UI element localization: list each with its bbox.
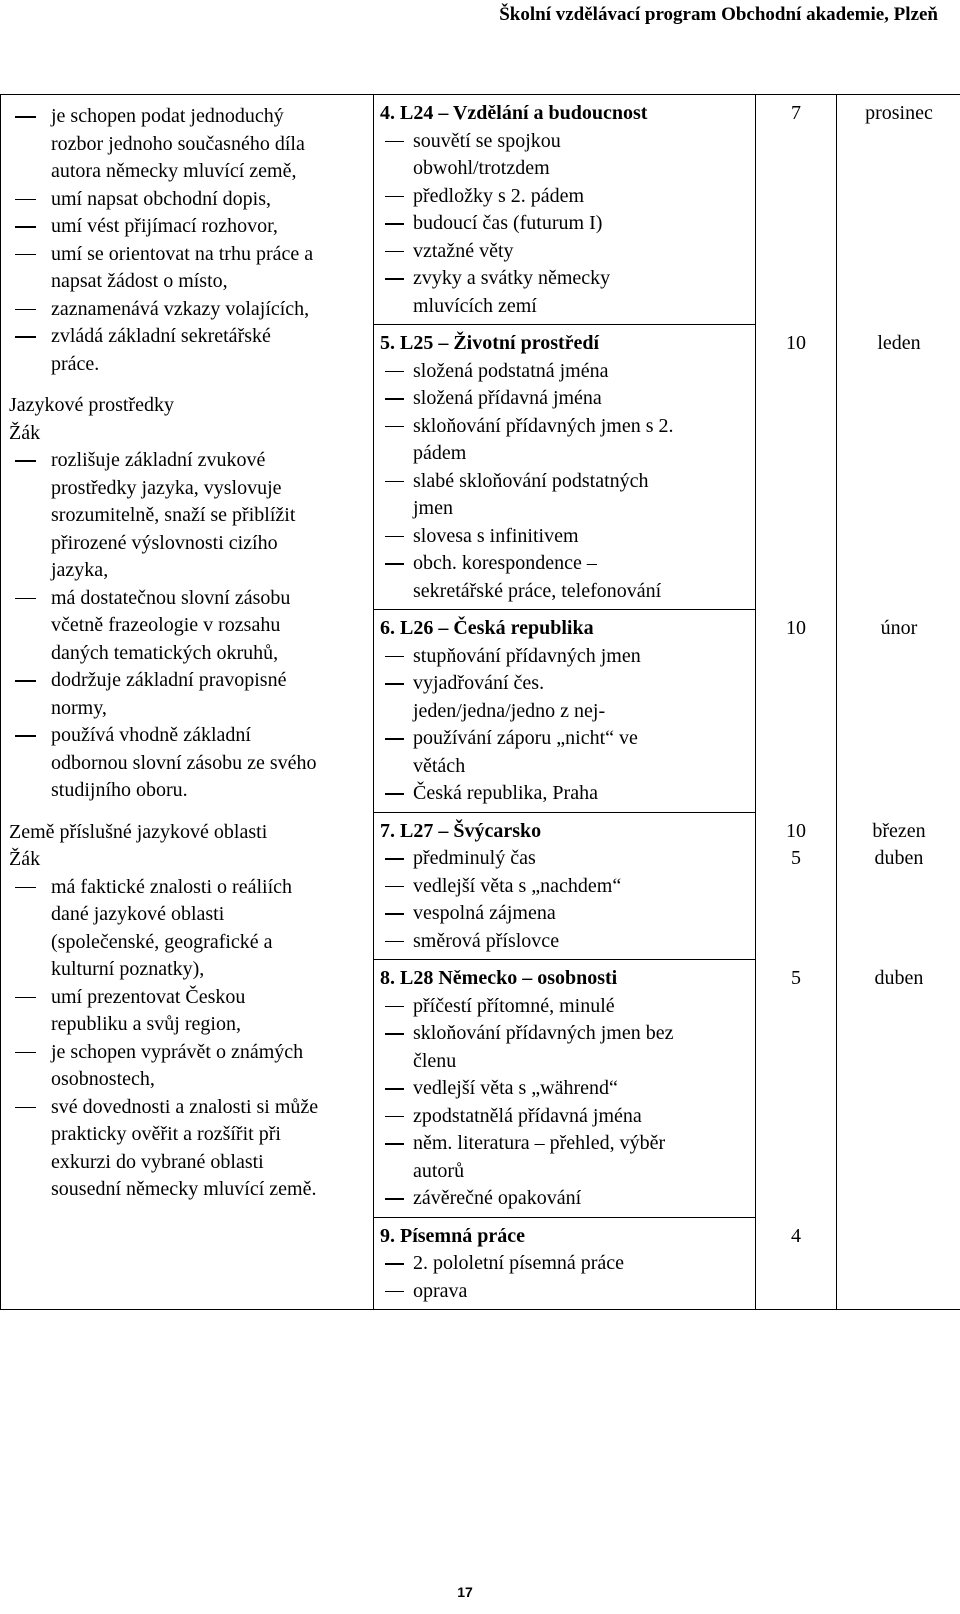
list-item — [380, 183, 751, 211]
dash-bullet — [15, 460, 36, 462]
list-item-line: závěrečné opakování — [413, 1187, 582, 1209]
list-item-line: je schopen vyprávět o známých — [51, 1040, 304, 1063]
list-item-line: kulturní poznatky), — [51, 958, 205, 980]
dash-bullet — [385, 1263, 404, 1265]
dash-bullet — [385, 223, 404, 225]
month-name: únor — [880, 617, 918, 639]
list-item-line: má dostatečnou slovní zásobu — [51, 586, 291, 609]
dash-bullet — [385, 536, 404, 538]
list-item — [9, 213, 369, 241]
list-item — [380, 238, 751, 266]
dash-bullet — [385, 141, 404, 143]
dash-bullet — [385, 1198, 404, 1200]
hours-column — [756, 95, 837, 1310]
topic-block — [374, 960, 755, 1217]
list-item — [380, 550, 751, 605]
list-item-line: vyjadřování čes. — [413, 672, 545, 694]
topic-title: 7. L27 – Švýcarsko — [380, 819, 542, 842]
dash-bullet — [15, 116, 36, 118]
list-item-line: umí prezentovat Českou — [51, 985, 246, 1008]
list-item-line: zaznamenává vzkazy volajících, — [51, 297, 310, 320]
topic-block — [374, 1218, 755, 1310]
outcomes-section — [9, 819, 369, 1204]
list-item-line: normy, — [51, 696, 107, 719]
list-item — [9, 667, 369, 722]
list-item — [380, 1075, 751, 1103]
list-item-line: oprava — [413, 1279, 468, 1302]
dash-bullet — [385, 426, 404, 428]
list-item-line: členu — [413, 1049, 457, 1072]
topic-title: 8. L28 Německo – osobnosti — [380, 967, 618, 989]
month-value — [837, 965, 960, 993]
topics-column — [374, 95, 756, 1310]
list-item — [380, 1185, 751, 1213]
dash-bullet — [15, 735, 36, 737]
month-column — [837, 95, 960, 1310]
list-item — [380, 670, 751, 725]
list-item-line: souvětí se spojkou — [413, 129, 561, 152]
list-item-line: vedlejší věta s „nachdem“ — [413, 874, 622, 897]
list-item — [380, 845, 751, 873]
topics-block — [374, 95, 755, 1309]
topic-block — [374, 95, 755, 324]
list-item-line: rozbor jednoho současného díla — [51, 132, 305, 155]
list-item — [9, 103, 369, 186]
list-item-line: včetně frazeologie v rozsahu — [51, 614, 281, 636]
list-item-line: používání záporu „nicht“ ve — [413, 727, 638, 749]
list-item-line: používá vhodně základní — [51, 724, 251, 746]
list-item-line: předminulý čas — [413, 847, 536, 869]
list-item-line: vedlejší věta s „während“ — [413, 1077, 618, 1099]
topic-block — [374, 325, 755, 609]
list-item-line: umí napsat obchodní dopis, — [51, 187, 271, 210]
list-item — [380, 1130, 751, 1185]
dash-bullet — [385, 1033, 404, 1035]
hours-block — [756, 95, 836, 1309]
list-item-line: je schopen podat jednoduchý — [51, 105, 284, 127]
list-item-line: jmen — [413, 497, 453, 519]
topic-title: 4. L24 – Vzdělání a budoucnost — [380, 102, 648, 124]
hours-value — [756, 965, 836, 993]
list-item-line: mluvících zemí — [413, 294, 537, 317]
month-value — [837, 818, 960, 873]
list-item-line: zpodstatnělá přídavná jména — [413, 1104, 642, 1127]
list-item-line: jeden/jedna/jedno z nej- — [413, 699, 606, 722]
list-item — [380, 643, 751, 671]
list-item — [9, 874, 369, 984]
list-item — [380, 265, 751, 320]
list-item-line: srozumitelně, snaží se přiblížit — [51, 504, 296, 526]
hours-number: 10 — [786, 617, 806, 639]
list-item — [380, 725, 751, 780]
list-item-line: složená přídavná jména — [413, 387, 602, 409]
list-item — [380, 928, 751, 956]
hours-number: 5 — [791, 967, 801, 989]
list-item — [9, 186, 369, 214]
list-item-line: práce. — [51, 352, 100, 375]
dash-bullet — [15, 1052, 36, 1054]
list-item-line: sousední německy mluvící země. — [51, 1178, 317, 1200]
list-item — [380, 128, 751, 183]
list-item — [380, 523, 751, 551]
dash-bullet — [15, 1107, 36, 1109]
page-header-title: Školní vzdělávací program Obchodní akademie, Plzeň — [499, 4, 938, 25]
month-name: leden — [877, 332, 921, 354]
hours-value — [756, 818, 836, 873]
list-item-line: napsat žádost o místo, — [51, 270, 228, 292]
month-name: prosinec — [865, 102, 933, 124]
dash-bullet — [385, 251, 404, 253]
month-value — [837, 100, 960, 128]
list-item-line: exkurzi do vybrané oblasti — [51, 1150, 264, 1173]
dash-bullet — [15, 309, 36, 311]
month-value — [837, 615, 960, 643]
topic-title: 6. L26 – Česká republika — [380, 617, 594, 639]
table-row — [1, 95, 960, 1310]
dash-bullet — [385, 278, 404, 280]
topic-block — [374, 813, 755, 960]
dash-bullet — [385, 1291, 404, 1293]
dash-bullet — [385, 563, 404, 565]
list-item-line: Česká republika, Praha — [413, 782, 598, 804]
list-item-line: daných tematických okruhů, — [51, 641, 279, 664]
list-item — [380, 385, 751, 413]
list-item-line: 2. pololetní písemná práce — [413, 1252, 625, 1274]
dash-bullet — [15, 226, 36, 228]
section-title: Země příslušné jazykové oblasti — [9, 820, 268, 843]
page-number: 17 — [457, 1584, 473, 1600]
list-item-line: příčestí přítomné, minulé — [413, 994, 615, 1017]
list-item-line: dané jazykové oblasti — [51, 903, 225, 925]
dash-bullet — [15, 336, 36, 338]
dash-bullet — [385, 196, 404, 198]
list-item-line: dodržuje základní pravopisné — [51, 669, 287, 691]
list-item-line: jazyka, — [51, 559, 109, 581]
list-item-line: skloňování přídavných jmen bez — [413, 1022, 674, 1044]
list-item-line: obwohl/trotzdem — [413, 157, 550, 179]
list-item-line: budoucí čas (futurum I) — [413, 212, 603, 234]
list-item-line: prakticky ověřit a rozšířit při — [51, 1123, 281, 1145]
hours-value — [756, 100, 836, 128]
hours-number: 4 — [791, 1224, 801, 1247]
list-item-line: (společenské, geografické a — [51, 930, 273, 953]
dash-bullet — [385, 941, 404, 943]
list-item-line: větách — [413, 754, 466, 777]
dash-bullet — [15, 598, 36, 600]
list-item-line: něm. literatura – přehled, výběr — [413, 1132, 666, 1154]
list-item — [380, 900, 751, 928]
dash-bullet — [385, 1088, 404, 1090]
dash-bullet — [385, 656, 404, 658]
list-item — [9, 447, 369, 585]
month-name: duben — [874, 847, 924, 869]
list-item — [9, 296, 369, 324]
dash-bullet — [15, 680, 36, 682]
hours-value — [756, 330, 836, 358]
list-item — [380, 358, 751, 386]
outcomes-section — [9, 392, 369, 805]
list-item-line: přirozené výslovnosti cizího — [51, 531, 278, 554]
list-item — [380, 413, 751, 468]
list-item-line: odbornou slovní zásobu ze svého — [51, 751, 317, 774]
list-item — [380, 1020, 751, 1075]
hours-number: 10 — [786, 332, 806, 354]
dash-bullet — [385, 1116, 404, 1118]
list-item-line: slabé skloňování podstatných — [413, 469, 649, 492]
list-item — [380, 210, 751, 238]
hours-value — [756, 615, 836, 643]
list-item-line: autora německy mluvící země, — [51, 160, 297, 182]
section-title: Jazykové prostředky — [9, 394, 174, 416]
outcomes-column — [1, 95, 374, 1310]
month-value — [837, 330, 960, 358]
dash-bullet — [385, 913, 404, 915]
list-item-line: vespolná zájmena — [413, 902, 556, 924]
list-item-line: republiku a svůj region, — [51, 1013, 241, 1035]
list-item — [9, 323, 369, 378]
list-item-line: skloňování přídavných jmen s 2. — [413, 414, 674, 437]
hours-value — [756, 1223, 836, 1251]
list-item-line: své dovednosti a znalosti si může — [51, 1095, 319, 1118]
list-item-line: zvyky a svátky německy — [413, 267, 611, 289]
dash-bullet — [385, 371, 404, 373]
dash-bullet — [385, 793, 404, 795]
list-item-line: umí se orientovat na trhu práce a — [51, 242, 314, 265]
list-item — [380, 468, 751, 523]
hours-number: 5 — [791, 847, 801, 869]
list-item — [380, 1250, 751, 1278]
section-subject: Žák — [9, 848, 41, 870]
list-item — [9, 241, 369, 296]
topic-block — [374, 610, 755, 812]
list-item-line: pádem — [413, 442, 467, 464]
list-item — [380, 993, 751, 1021]
dash-bullet — [385, 738, 404, 740]
dash-bullet — [15, 199, 36, 201]
list-item-line: osobnostech, — [51, 1068, 155, 1090]
list-item — [9, 984, 369, 1039]
list-item-line: vztažné věty — [413, 239, 514, 262]
dash-bullet — [15, 887, 36, 889]
list-item — [9, 1094, 369, 1204]
section-subject: Žák — [9, 421, 41, 444]
list-item-line: autorů — [413, 1159, 465, 1182]
hours-number: 7 — [791, 102, 801, 124]
topic-title: 9. Písemná práce — [380, 1224, 525, 1247]
dash-bullet — [15, 997, 36, 999]
dash-bullet — [385, 683, 404, 685]
list-item-line: studijního oboru. — [51, 779, 188, 801]
dash-bullet — [15, 254, 36, 256]
list-item — [380, 1278, 751, 1306]
dash-bullet — [385, 1006, 404, 1008]
list-item — [9, 722, 369, 805]
month-name: březen — [872, 819, 926, 842]
list-item-line: složená podstatná jména — [413, 359, 609, 382]
list-item-line: předložky s 2. pádem — [413, 184, 585, 207]
topic-title: 5. L25 – Životní prostředí — [380, 332, 600, 354]
month-name: duben — [874, 967, 924, 989]
list-item — [380, 873, 751, 901]
list-item — [9, 1039, 369, 1094]
dash-bullet — [385, 886, 404, 888]
list-item-line: umí vést přijímací rozhovor, — [51, 215, 278, 237]
list-item-line: prostředky jazyka, vyslovuje — [51, 476, 282, 499]
dash-bullet — [385, 481, 404, 483]
hours-number: 10 — [786, 819, 806, 842]
list-item-line: stupňování přídavných jmen — [413, 644, 641, 667]
list-item-line: sekretářské práce, telefonování — [413, 579, 662, 602]
list-item-line: slovesa s infinitivem — [413, 524, 579, 547]
list-item-line: směrová příslovce — [413, 929, 560, 952]
list-item — [380, 1103, 751, 1131]
list-item-line: rozlišuje základní zvukové — [51, 449, 266, 471]
outcomes-block — [1, 95, 373, 1210]
list-item-line: má faktické znalosti o reáliích — [51, 875, 293, 898]
list-item-line: obch. korespondence – — [413, 552, 597, 574]
dash-bullet — [385, 398, 404, 400]
dash-bullet — [385, 858, 404, 860]
list-item-line: zvládá základní sekretářské — [51, 325, 271, 347]
dash-bullet — [385, 1143, 404, 1145]
months-block — [837, 95, 960, 1309]
list-item — [380, 780, 751, 808]
list-item — [9, 585, 369, 668]
curriculum-table — [0, 94, 960, 1310]
